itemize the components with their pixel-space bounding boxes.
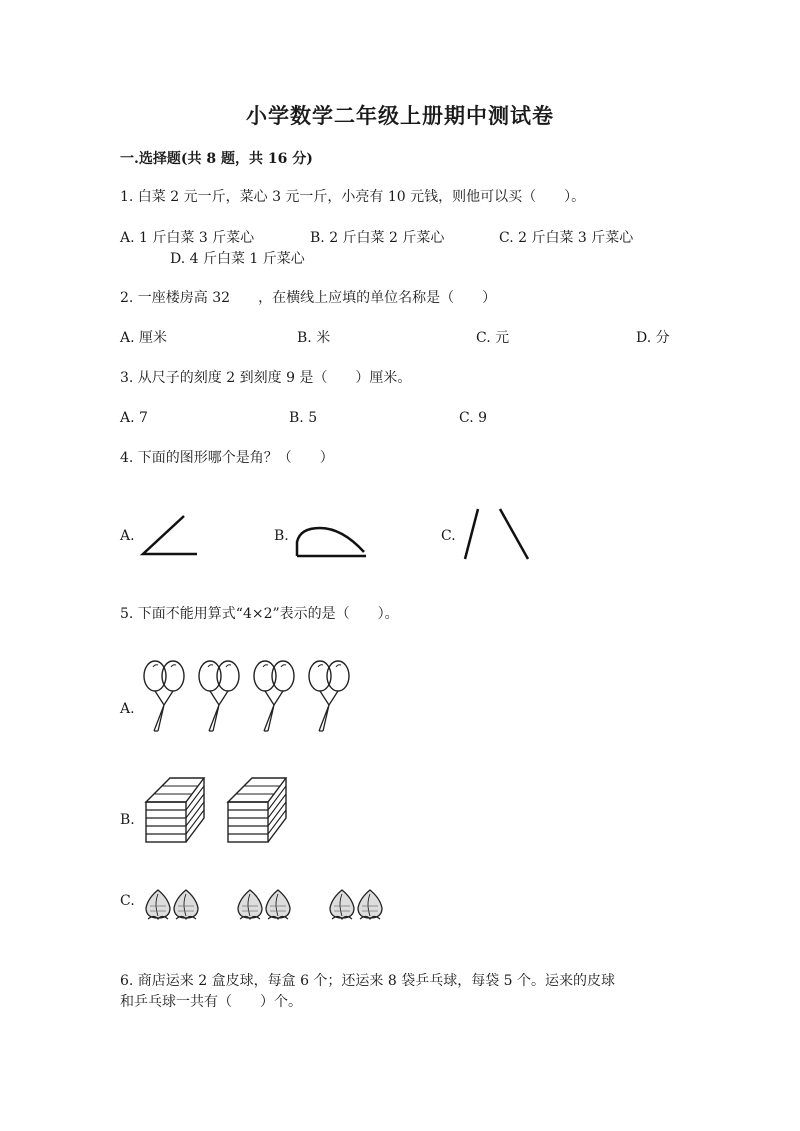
separate-lines-figure (460, 506, 532, 562)
question-5-option-a[interactable]: A. (120, 701, 135, 717)
question-2-option-c[interactable]: C. 元 (476, 330, 510, 346)
question-3-option-a[interactable]: A. 7 (120, 410, 148, 426)
question-4-option-b[interactable]: B. (274, 528, 289, 544)
question-1-option-d[interactable]: D. 4 斤白菜 1 斤菜心 (170, 251, 305, 267)
question-4-stem: 4. 下面的图形哪个是角？（ ） (120, 450, 334, 466)
question-2-option-b[interactable]: B. 米 (297, 330, 331, 346)
question-6-line-2: 和乒乓球一共有（ ）个。 (120, 994, 302, 1010)
question-3-option-c[interactable]: C. 9 (459, 410, 488, 426)
question-6-line-1: 6. 商店运来 2 盒皮球，每盒 6 个；还运来 8 袋乒乓球，每袋 5 个。运来的皮球 (120, 973, 616, 989)
question-4-option-a[interactable]: A. (120, 528, 135, 544)
question-2-option-d[interactable]: D. 分 (636, 330, 670, 346)
question-2-option-a[interactable]: A. 厘米 (120, 330, 168, 346)
stacked-boxes-figure (144, 776, 270, 846)
question-5-stem: 5. 下面不能用算式“4×2”表示的是（ ）。 (120, 606, 399, 622)
balloons-figure (140, 657, 370, 737)
question-1-option-a[interactable]: A. 1 斤白菜 3 斤菜心 (120, 230, 255, 246)
question-1-stem: 1. 白菜 2 元一斤，菜心 3 元一斤，小亮有 10 元钱，则他可以买（ ）。 (120, 189, 586, 205)
question-1-option-b[interactable]: B. 2 斤白菜 2 斤菜心 (310, 230, 445, 246)
section-heading: 一.选择题(共 8 题，共 16 分) (120, 151, 313, 167)
peaches-figure (144, 886, 394, 926)
angle-figure (140, 512, 200, 558)
question-1-option-c[interactable]: C. 2 斤白菜 3 斤菜心 (499, 230, 634, 246)
question-4-option-c[interactable]: C. (441, 528, 456, 544)
question-5-option-b[interactable]: B. (120, 812, 135, 828)
question-3-stem: 3. 从尺子的刻度 2 到刻度 9 是（ ）厘米。 (120, 370, 412, 386)
question-5-option-c[interactable]: C. (120, 893, 135, 909)
question-2-stem: 2. 一座楼房高 32 ，在横线上应填的单位名称是（ ） (120, 290, 497, 306)
curve-figure (292, 520, 368, 560)
question-3-option-b[interactable]: B. 5 (289, 410, 318, 426)
page-title: 小学数学二年级上册期中测试卷 (246, 103, 554, 128)
